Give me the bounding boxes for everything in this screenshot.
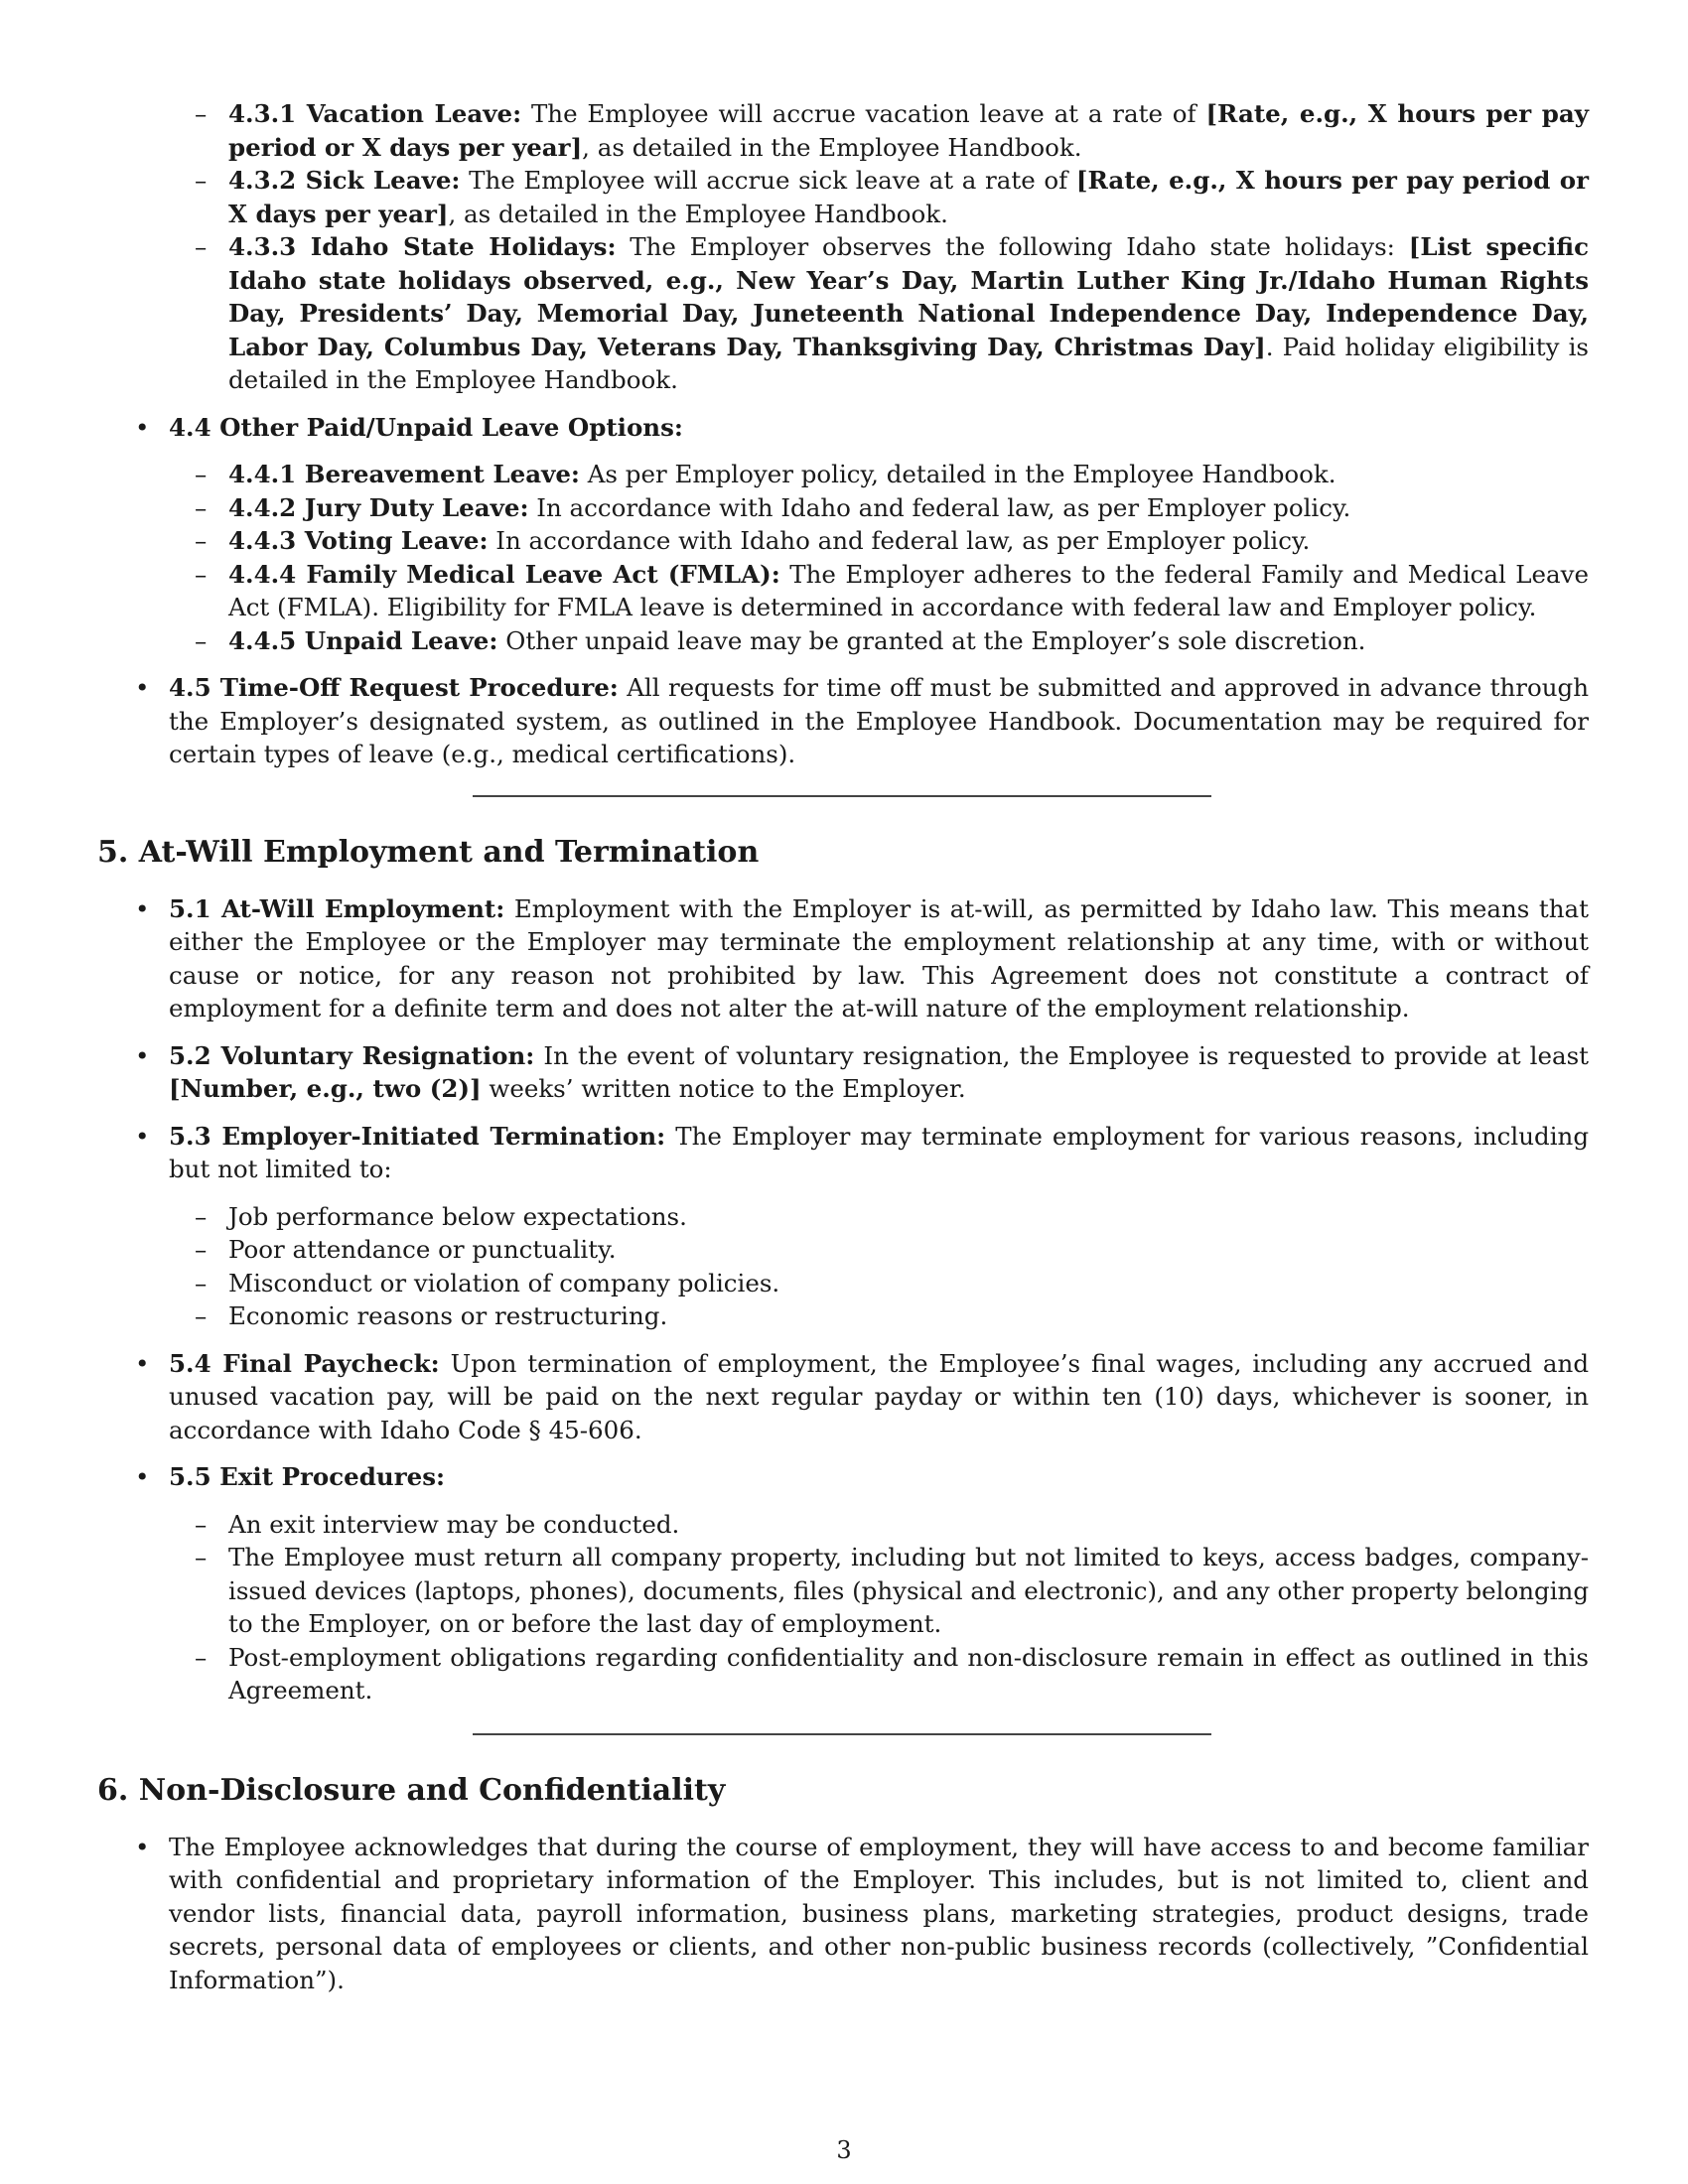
item-label: 4.4.5 Unpaid Leave: [228, 625, 498, 655]
item-text: In accordance with Idaho and federal law, as per Employer policy. [488, 526, 1311, 555]
section-5-list [97, 892, 1589, 1707]
item-text: , as detailed in the Employee Handbook. [582, 132, 1082, 162]
item-label: 4.3.2 Sick Leave: [228, 166, 461, 195]
item-4-4-4 [97, 558, 1589, 624]
termination-reason: – Poor attendance or punctuality. [97, 1233, 1589, 1267]
item-label: 4.4 Other Paid/Unpaid Leave Options: [169, 412, 683, 442]
placeholder-text: [Rate, e.g., X hours per pay period or X days per year] [228, 166, 1589, 228]
section-4-list [97, 411, 1589, 771]
placeholder-text: [List specific Idaho state holidays observed, e.g., New Year’s Day, Martin Luther King Jr./Idaho Human Rights Day, Presidents’ Day, Memorial Day, Juneteenth National Independence Day, Independence Day, Labor Day, Columbus Day, Veterans Day, Thanksgiving Day, Christmas Day] [228, 232, 1590, 361]
item-5-4 [97, 1347, 1589, 1447]
item-label: 5.3 Employer-Initiated Termination: [169, 1121, 666, 1151]
item-4-4-5 [97, 624, 1589, 658]
exit-step: – The Employee must return all company property, including but not limited to keys, access badges, company-issued devices (laptops, phones), documents, files (physical and electronic), and any other property belonging to the Employer, on or before the last day of employment. [97, 1541, 1589, 1641]
item-label: 4.5 Time-Off Request Procedure: [169, 673, 619, 702]
termination-reasons-list [97, 1200, 1589, 1333]
item-text: weeks’ written notice to the Employer. [481, 1074, 966, 1103]
item-text: The Employer adheres to the federal Family and Medical Leave Act (FMLA). Eligibility for FMLA leave is determined in accordance with federal law and Employer policy. [228, 559, 1590, 621]
item-label: 4.3.1 Vacation Leave: [228, 99, 522, 128]
section-divider [473, 1733, 1211, 1735]
section-6-heading: 6. Non-Disclosure and Confidentiality [97, 1772, 726, 1808]
section-4-3-sublist [97, 97, 1589, 397]
item-text: As per Employer policy, detailed in the Employee Handbook. [579, 460, 1336, 488]
item-5-5 [97, 1460, 1589, 1707]
termination-reason: – Economic reasons or restructuring. [97, 1299, 1589, 1333]
item-label: 5.5 Exit Procedures: [169, 1462, 446, 1491]
section-4-4-sublist [97, 458, 1589, 657]
item-label: 4.4.2 Jury Duty Leave: [228, 492, 529, 522]
item-4-4-1 [97, 458, 1589, 491]
section-divider [473, 795, 1211, 797]
item-text: All requests for time off must be submitted and approved in advance through the Employer’s designated system, as outlined in the Employee Handbook. Documentation may be required for certain types of leave (e.g., medical certifications). [169, 673, 1589, 768]
exit-steps-list [97, 1508, 1589, 1707]
item-label: 5.4 Final Paycheck: [169, 1348, 440, 1378]
item-text: The Employee will accrue sick leave at a rate of [460, 166, 1076, 195]
exit-step: – Post-employment obligations regarding confidentiality and non-disclosure remain in effect as outlined in this Agreement. [97, 1641, 1589, 1707]
item-text: Employment with the Employer is at-will, as permitted by Idaho law. This means that either the Employee or the Employer may terminate the employment relationship at any time, with or without cause or notice, for any reason not prohibited by law. This Agreement does not constitute a contract of employment for a definite term and does not alter the at-will nature of the employment relationship. [169, 893, 1589, 1023]
item-4-3-2 [97, 164, 1589, 230]
item-text: , as detailed in the Employee Handbook. [448, 199, 948, 228]
item-label: 4.4.1 Bereavement Leave: [228, 460, 580, 488]
page-number: 3 [836, 2136, 852, 2164]
exit-step: – An exit interview may be conducted. [97, 1508, 1589, 1542]
section-5-heading: 5. At-Will Employment and Termination [97, 834, 760, 870]
item-label: 4.4.3 Voting Leave: [228, 526, 489, 555]
item-6-1: • The Employee acknowledges that during the course of employment, they will have access to and become familiar with confidential and proprietary information of the Employer. This includes, but is not limited to, client and vendor lists, financial data, payroll information, business plans, marketing strategies, product designs, trade secrets, personal data of employees or clients, and other non-public business records (collectively, ”Confidential Information”). [97, 1831, 1589, 1997]
item-4-3-3 [97, 230, 1589, 397]
item-4-4 [97, 411, 1589, 658]
termination-reason: – Misconduct or violation of company policies. [97, 1267, 1589, 1300]
item-4-4-2 [97, 491, 1589, 525]
item-text: In accordance with Idaho and federal law, as per Employer policy. [528, 492, 1351, 522]
item-label: 4.3.3 Idaho State Holidays: [228, 232, 617, 261]
item-text: Upon termination of employment, the Employee’s final wages, including any accrued and unused vacation pay, will be paid on the next regular payday or within ten (10) days, whichever is sooner, in accordance with Idaho Code § 45-606. [169, 1348, 1589, 1444]
item-4-5 [97, 671, 1589, 771]
placeholder-text: [Number, e.g., two (2)] [169, 1074, 482, 1103]
item-text: Other unpaid leave may be granted at the Employer’s sole discretion. [497, 625, 1366, 655]
section-6-list [97, 1831, 1589, 1997]
item-text: The Employer may terminate employment for various reasons, including but not limited to: [169, 1121, 1590, 1183]
item-text: The Employee will accrue vacation leave at a rate of [521, 99, 1206, 128]
item-5-3 [97, 1120, 1589, 1333]
item-label: 5.2 Voluntary Resignation: [169, 1040, 535, 1070]
item-text: The Employer observes the following Idaho state holidays: [616, 232, 1409, 261]
placeholder-text: [Rate, e.g., X hours per pay period or X days per year] [228, 99, 1589, 162]
termination-reason: – Job performance below expectations. [97, 1200, 1589, 1234]
item-label: 5.1 At-Will Employment: [169, 893, 505, 923]
item-4-3-1 [97, 97, 1589, 164]
item-5-2 [97, 1039, 1589, 1106]
item-4-4-3 [97, 524, 1589, 558]
item-text: . Paid holiday eligibility is detailed in the Employee Handbook. [228, 332, 1589, 394]
item-label: 4.4.4 Family Medical Leave Act (FMLA): [228, 559, 780, 589]
page-content [97, 97, 1589, 2010]
item-text: In the event of voluntary resignation, the Employee is requested to provide at least [534, 1040, 1589, 1070]
item-5-1 [97, 892, 1589, 1025]
